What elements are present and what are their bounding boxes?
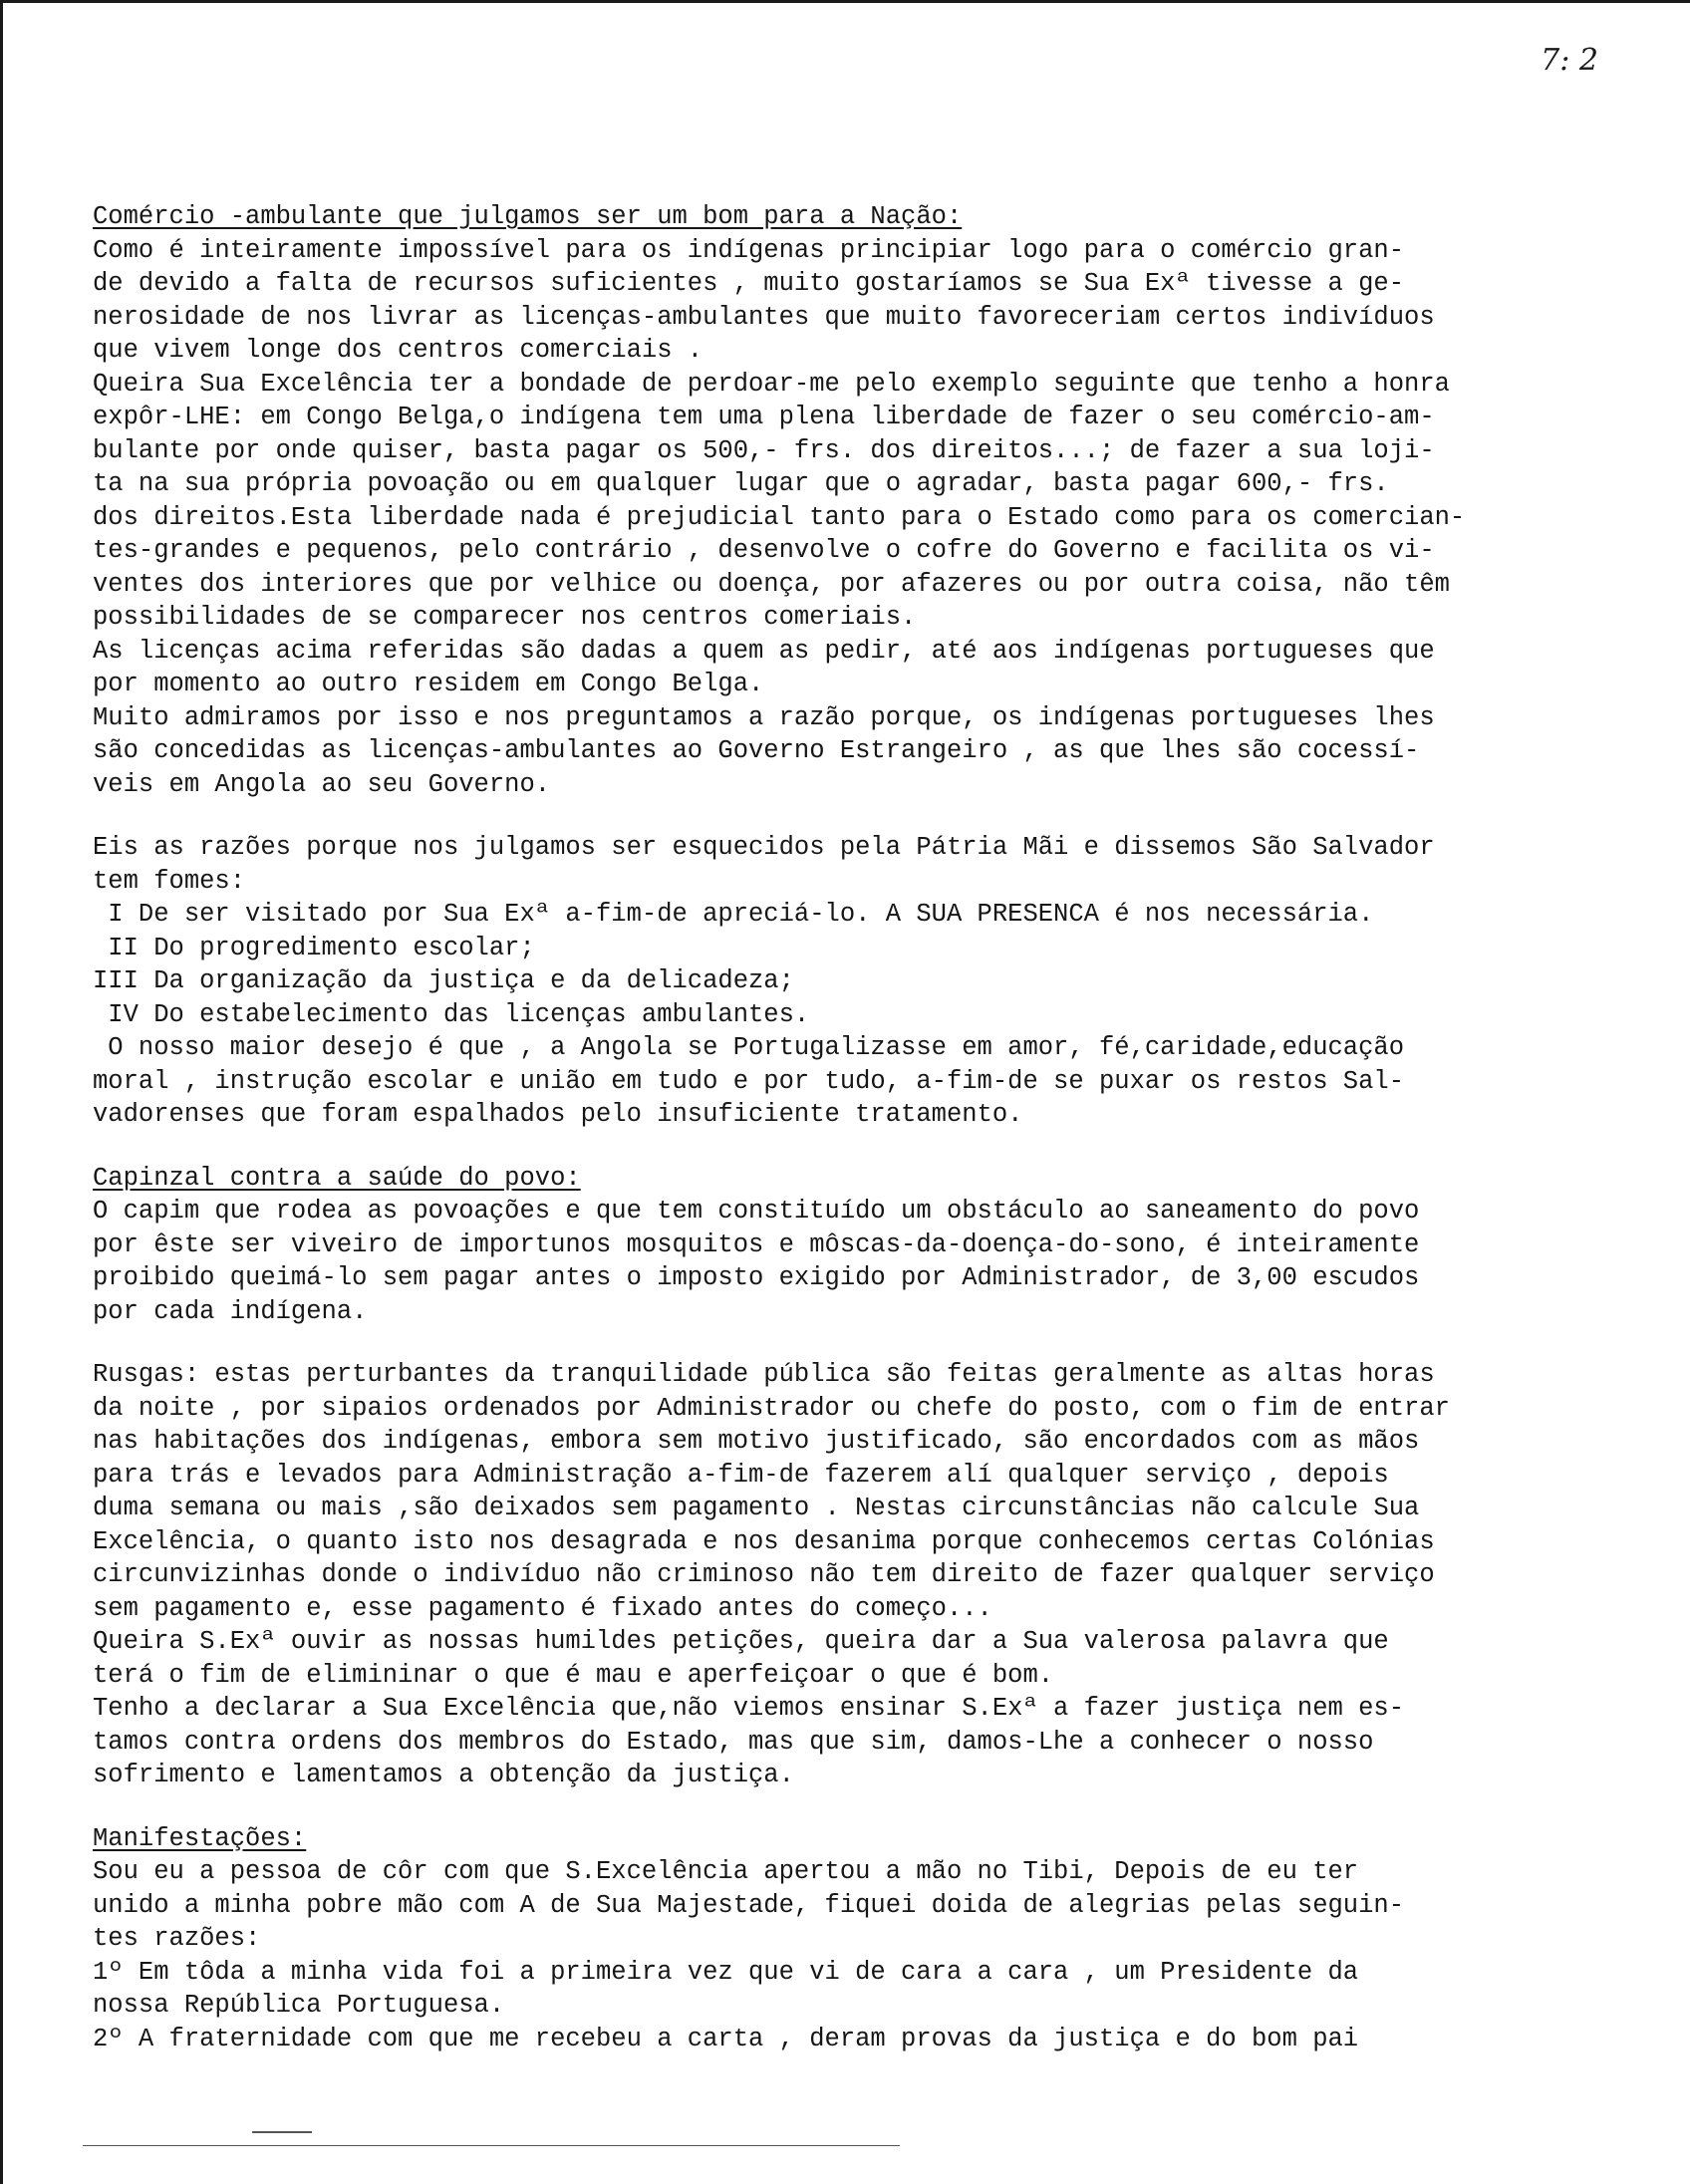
section-comercio-ambulante bbox=[93, 200, 1587, 801]
text-line: nossa República Portuguesa. bbox=[93, 1991, 505, 2020]
text-line: bulante por onde quiser, basta pagar os 500,- frs. dos direitos...; de fazer a sua loji- bbox=[93, 435, 1435, 465]
text-line: nerosidade de nos livrar as licenças-ambulantes que muito favoreceriam certos indivíduos bbox=[93, 302, 1435, 332]
text-line: da noite , por sipaios ordenados por Administrador ou chefe do posto, com o fim de entrar bbox=[93, 1393, 1450, 1423]
text-line: vadorenses que foram espalhados pelo insuficiente tratamento. bbox=[93, 1100, 1023, 1129]
text-line: nas habitações dos indígenas, embora sem motivo justificado, são encordados com as mãos bbox=[93, 1427, 1420, 1456]
text-line: tes-grandes e pequenos, pelo contrário , desenvolve o cofre do Governo e facilita os vi- bbox=[93, 536, 1435, 565]
text-line: circunvizinhas donde o indivíduo não criminoso não tem direito de fazer qualquer serviço bbox=[93, 1560, 1435, 1589]
scan-mark bbox=[83, 2145, 900, 2146]
paragraph-gap bbox=[93, 1328, 1587, 1358]
text-line: Rusgas: estas perturbantes da tranquilidade pública são feitas geralmente as altas horas bbox=[93, 1360, 1435, 1389]
text-line: Como é inteiramente impossível para os indígenas principiar logo para o comércio gran- bbox=[93, 235, 1405, 265]
document-body bbox=[93, 200, 1587, 2055]
text-line: moral , instrução escolar e união em tudo e por tudo, a-fim-de se puxar os restos Sal- bbox=[93, 1066, 1405, 1096]
list-item: III Da organização da justiça e da delicadeza; bbox=[93, 966, 794, 995]
scan-marks bbox=[83, 2125, 1179, 2155]
text-line: tamos contra ordens dos membros do Estado, mas que sim, damos-Lhe a conhecer o nosso bbox=[93, 1727, 1374, 1757]
text-line: As licenças acima referidas são dadas a quem as pedir, até aos indígenas portugueses que bbox=[93, 636, 1435, 666]
list-item: IV Do estabelecimento das licenças ambulantes. bbox=[93, 999, 810, 1029]
text-line: Tenho a declarar a Sua Excelência que,não viemos ensinar S.Exª a fazer justiça nem es- bbox=[93, 1694, 1405, 1723]
section-heading: Capinzal contra a saúde do povo: bbox=[93, 1163, 581, 1193]
text-line: O capim que rodea as povoações e que tem constituído um obstáculo ao saneamento do povo bbox=[93, 1197, 1420, 1226]
text-line: 2º A fraternidade com que me recebeu a carta , deram provas da justiça e do bom pai bbox=[93, 2024, 1359, 2053]
section-manifestacoes bbox=[93, 1822, 1587, 2056]
section-capinzal bbox=[93, 1162, 1587, 1329]
text-line: expôr-LHE: em Congo Belga,o indígena tem uma plena liberdade de fazer o seu comércio-am- bbox=[93, 403, 1435, 431]
text-line: tes razões: bbox=[93, 1924, 261, 1953]
text-line: sofrimento e lamentamos a obtenção da justiça. bbox=[93, 1761, 794, 1789]
text-line: ventes dos interiores que por velhice ou doença, por afazeres ou por outra coisa, não têm bbox=[93, 569, 1450, 599]
text-line: Queira S.Exª ouvir as nossas humildes petições, queira dar a Sua valerosa palavra que bbox=[93, 1627, 1389, 1656]
section-razoes bbox=[93, 831, 1587, 1132]
text-line: 1º Em tôda a minha vida foi a primeira vez que vi de cara a cara , um Presidente da bbox=[93, 1957, 1359, 1987]
text-line: tem fomes: bbox=[93, 866, 246, 896]
text-line: de devido a falta de recursos suficientes , muito gostaríamos se Sua Exª tivesse a ge- bbox=[93, 269, 1405, 298]
text-line: proibido queimá-lo sem pagar antes o imposto exigido por Administrador, de 3,00 escudos bbox=[93, 1263, 1420, 1292]
text-line: Muito admiramos por isso e nos preguntamos a razão porque, os indígenas portugueses lhes bbox=[93, 702, 1435, 732]
text-line: possibilidades de se comparecer nos centros comeriais. bbox=[93, 603, 917, 632]
page-number: 7: 2 bbox=[1541, 43, 1598, 78]
text-line: ta na sua própria povoação ou em qualquer lugar que o agradar, basta pagar 600,- frs. bbox=[93, 469, 1389, 498]
text-line: por momento ao outro residem em Congo Belga. bbox=[93, 670, 764, 698]
text-line: Sou eu a pessoa de côr com que S.Excelência apertou a mão no Tibi, Depois de eu ter bbox=[93, 1857, 1359, 1886]
text-line: por êste ser viveiro de importunos mosquitos e môscas-da-doença-do-sono, é inteiramente bbox=[93, 1229, 1420, 1259]
paragraph-gap bbox=[93, 801, 1587, 831]
section-heading: Comércio -ambulante que julgamos ser um bom para a Nação: bbox=[93, 202, 963, 231]
text-line: duma semana ou mais ,são deixados sem pagamento . Nestas circunstâncias não calcule Sua bbox=[93, 1494, 1420, 1522]
text-line: dos direitos.Esta liberdade nada é prejudicial tanto para o Estado como para os comercian- bbox=[93, 502, 1466, 532]
text-line: Eis as razões porque nos julgamos ser esquecidos pela Pátria Mãi e dissemos São Salvador bbox=[93, 833, 1435, 862]
scan-mark bbox=[252, 2131, 312, 2133]
text-line: unido a minha pobre mão com A de Sua Majestade, fiquei doida de alegrias pelas seguin- bbox=[93, 1890, 1405, 1920]
list-item: II Do progredimento escolar; bbox=[93, 933, 535, 962]
text-line: sem pagamento e, esse pagamento é fixado antes do começo... bbox=[93, 1593, 992, 1623]
section-heading: Manifestações: bbox=[93, 1823, 307, 1853]
text-line: O nosso maior desejo é que , a Angola se Portugalizasse em amor, fé,caridade,educação bbox=[93, 1033, 1405, 1062]
text-line: veis em Angola ao seu Governo. bbox=[93, 769, 551, 799]
text-line: para trás e levados para Administração a-fim-de fazerem alí qualquer serviço , depois bbox=[93, 1460, 1389, 1490]
paragraph-gap bbox=[93, 1792, 1587, 1822]
text-line: são concedidas as licenças-ambulantes ao Governo Estrangeiro , as que lhes são cocessí- bbox=[93, 736, 1420, 765]
list-item: I De ser visitado por Sua Exª a-fim-de apreciá-lo. A SUA PRESENCA é nos necessária. bbox=[93, 900, 1374, 929]
paragraph-gap bbox=[93, 1132, 1587, 1162]
text-line: por cada indígena. bbox=[93, 1296, 368, 1326]
text-line: que vivem longe dos centros comerciais . bbox=[93, 336, 704, 365]
text-line: terá o fim de elimininar o que é mau e aperfeiçoar o que é bom. bbox=[93, 1660, 1054, 1690]
section-rusgas bbox=[93, 1358, 1587, 1792]
text-line: Excelência, o quanto isto nos desagrada e nos desanima porque conhecemos certas Colónias bbox=[93, 1526, 1435, 1556]
text-line: Queira Sua Excelência ter a bondade de perdoar-me pelo exemplo seguinte que tenho a honra bbox=[93, 369, 1450, 399]
